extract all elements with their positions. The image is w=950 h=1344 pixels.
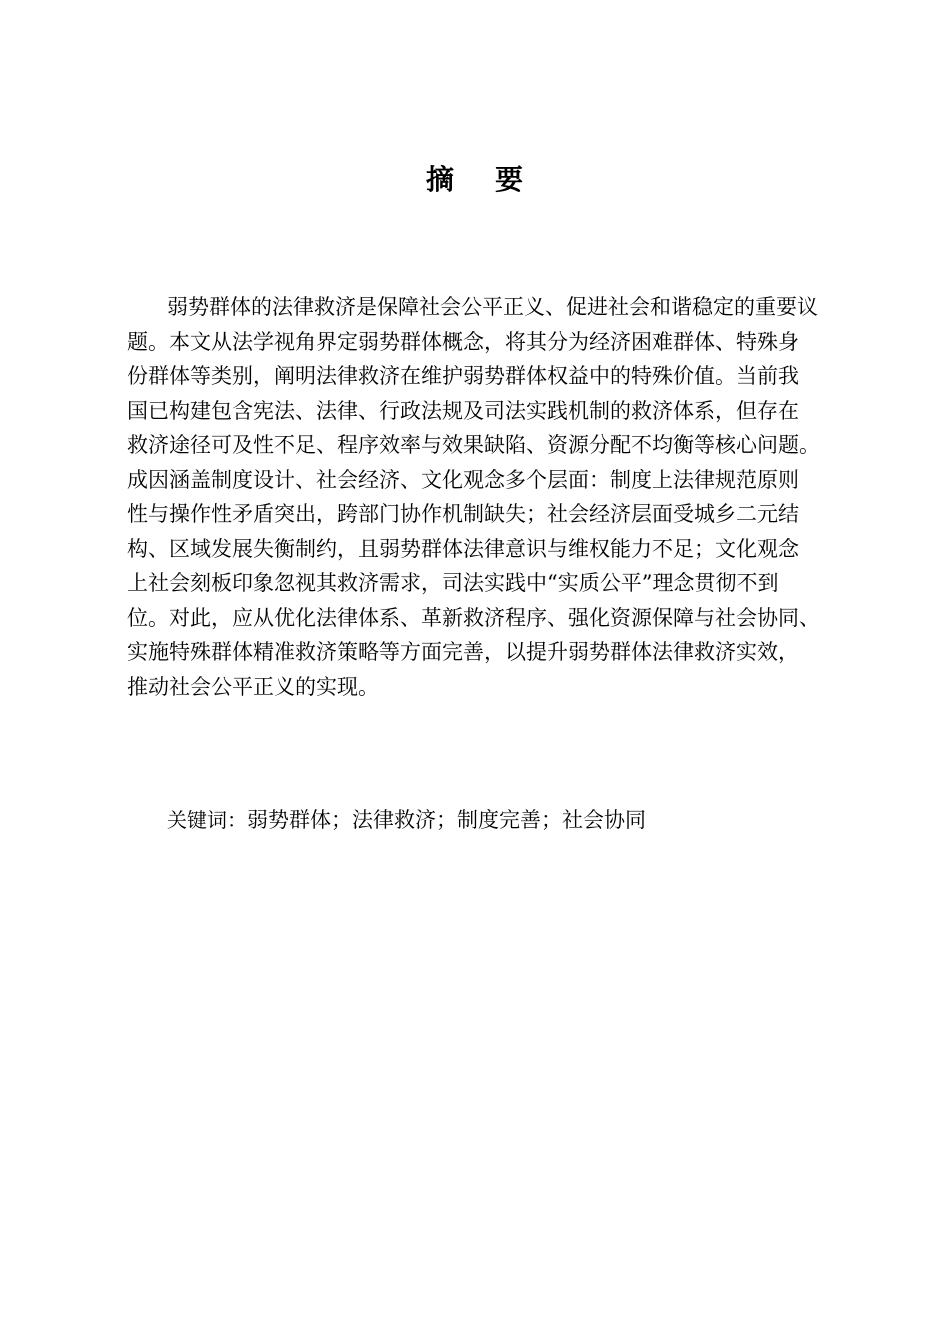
abstract-line: 实施特殊群体精准救济策略等方面完善，以提升弱势群体法律救济实效， <box>127 640 799 664</box>
title-char-1: 摘 <box>425 163 455 196</box>
abstract-line: 位。对此，应从优化法律体系、革新救济程序、强化资源保障与社会协同、 <box>127 605 820 630</box>
keywords-value: 弱势群体；法律救济；制度完善；社会协同 <box>247 808 646 832</box>
abstract-line: 份群体等类别，阐明法律救济在维护弱势群体权益中的特殊价值。当前我 <box>127 364 799 388</box>
abstract-line: 推动社会公平正义的实现。 <box>127 674 379 699</box>
abstract-line: 上社会刻板印象忽视其救济需求，司法实践中“实质公平”理念贯彻不到 <box>127 571 779 595</box>
abstract-body <box>127 290 862 704</box>
abstract-line: 构、区域发展失衡制约，且弱势群体法律意识与维权能力不足；文化观念 <box>127 536 799 561</box>
keywords-label: 关键词： <box>167 808 247 832</box>
abstract-line: 题。本文从法学视角界定弱势群体概念，将其分为经济困难群体、特殊身 <box>127 329 799 354</box>
title-char-2: 要 <box>495 163 525 196</box>
abstract-line: 性与操作性矛盾突出，跨部门协作机制缺失；社会经济层面受城乡二元结 <box>127 502 799 526</box>
abstract-line: 救济途径可及性不足、程序效率与效果缺陷、资源分配不均衡等核心问题。 <box>127 433 820 457</box>
page-title <box>0 160 950 200</box>
abstract-line: 国已构建包含宪法、法律、行政法规及司法实践机制的救济体系，但存在 <box>127 398 799 423</box>
abstract-line: 成因涵盖制度设计、社会经济、文化观念多个层面：制度上法律规范原则 <box>127 467 799 492</box>
keywords-row <box>167 803 867 837</box>
abstract-line: 弱势群体的法律救济是保障社会公平正义、促进社会和谐稳定的重要议 <box>167 295 818 319</box>
